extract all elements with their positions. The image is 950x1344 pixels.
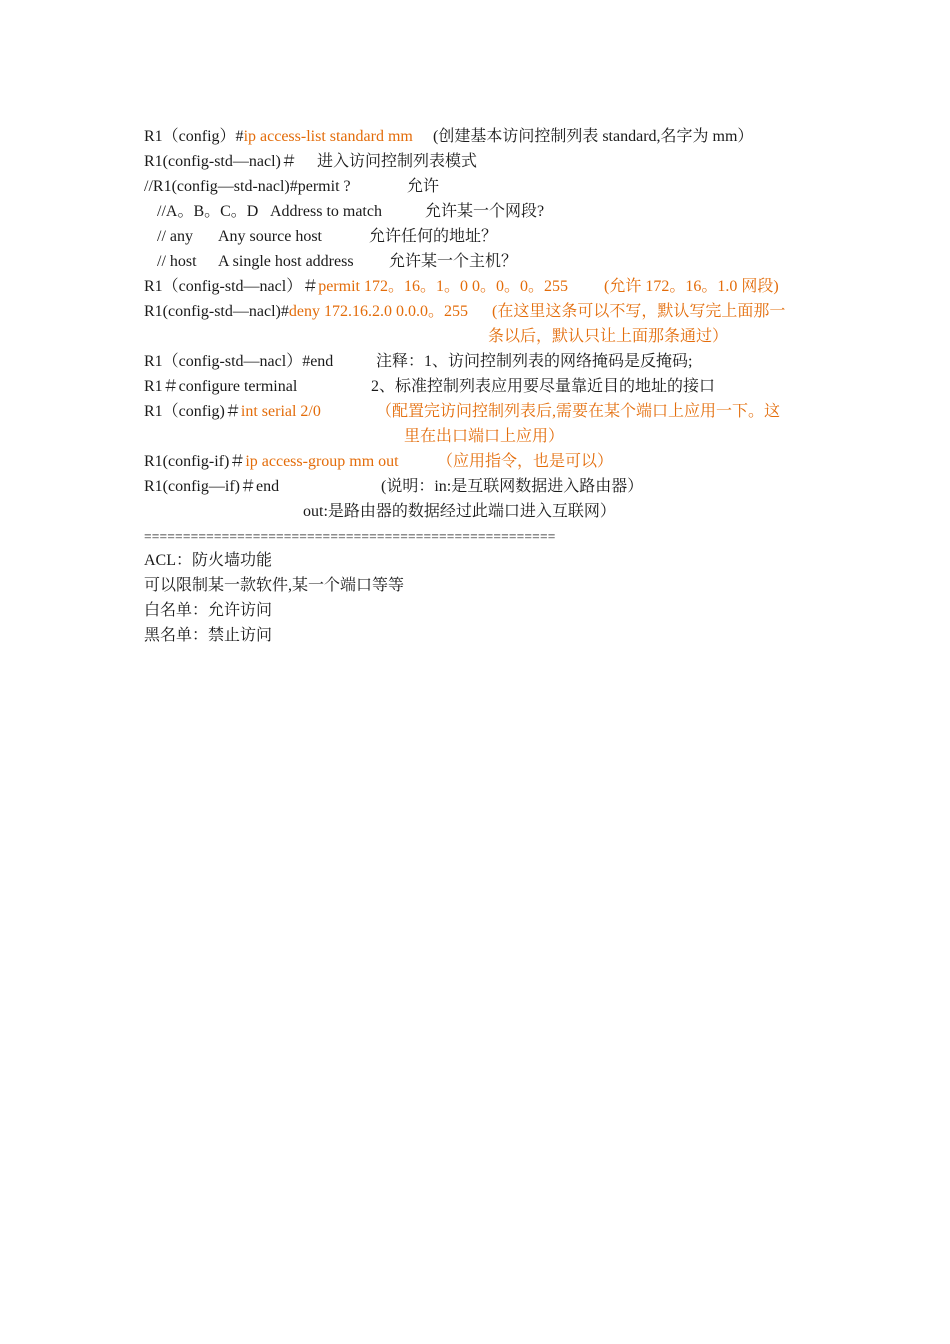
command-text: ip access-list standard mm bbox=[243, 128, 413, 145]
line-access-group-note bbox=[437, 452, 613, 472]
option-desc: Address to match bbox=[270, 203, 382, 220]
line-create-acl bbox=[144, 127, 413, 147]
line-deny-network-note bbox=[492, 302, 785, 322]
note-text: 进入访问控制列表模式 bbox=[317, 153, 478, 170]
prompt-text: R1(config—if)＃end bbox=[144, 478, 280, 495]
line-deny-network-note-cont bbox=[488, 327, 728, 347]
note-text: 允许任何的地址？ bbox=[369, 228, 498, 245]
option-text: // any bbox=[157, 228, 193, 245]
prompt-text: R1(config-std—nacl)# bbox=[144, 303, 289, 320]
line-configure-terminal bbox=[144, 377, 297, 397]
prompt-text: //R1(config—std-nacl)#permit ? bbox=[144, 178, 351, 195]
prompt-text: R1（config）# bbox=[144, 128, 244, 145]
body-text: 可以限制某一款软件,某一个端口等等 bbox=[144, 577, 405, 594]
separator-line bbox=[144, 527, 555, 547]
note-text: 里在出口端口上应用） bbox=[404, 428, 565, 445]
line-configure-terminal-note bbox=[371, 377, 715, 397]
note-text: (允许 172。16。1.0 网段) bbox=[604, 278, 779, 295]
line-option-host bbox=[157, 252, 197, 272]
prompt-text: R1(config-std—nacl)＃ bbox=[144, 153, 297, 170]
body-text: 白名单：允许访问 bbox=[144, 602, 273, 619]
line-option-host-note bbox=[389, 252, 517, 272]
line-limit-software bbox=[144, 576, 404, 596]
note-text: 允许某一个主机？ bbox=[389, 253, 518, 270]
note-text: （配置完访问控制列表后,需要在某个端口上应用一下。这 bbox=[376, 403, 781, 420]
line-enter-mode-note bbox=[317, 152, 477, 172]
option-text: // host bbox=[157, 253, 197, 270]
note-text: (在这里这条可以不写，默认写完上面那一 bbox=[492, 303, 786, 320]
prompt-text: R1＃configure terminal bbox=[144, 378, 298, 395]
line-int-serial bbox=[144, 402, 321, 422]
separator-text: ===================================================== bbox=[144, 529, 556, 544]
note-text: （应用指令，也是可以） bbox=[437, 453, 614, 470]
line-option-host-desc bbox=[218, 252, 354, 272]
note-text: (创建基本访问控制列表 standard,名字为 mm） bbox=[433, 128, 754, 145]
line-end-acl bbox=[144, 352, 333, 372]
option-desc: Any source host bbox=[218, 228, 322, 245]
prompt-text: R1（config-std—nacl）#end bbox=[144, 353, 334, 370]
prompt-text: R1（config)＃ bbox=[144, 403, 241, 420]
line-end-if-note-cont bbox=[303, 502, 616, 522]
line-access-group bbox=[144, 452, 399, 472]
line-option-abcd bbox=[157, 202, 258, 222]
prompt-text: R1（config-std—nacl）＃ bbox=[144, 278, 319, 295]
line-option-abcd-desc bbox=[270, 202, 382, 222]
command-text: ip access-group mm out bbox=[245, 453, 399, 470]
line-enter-mode bbox=[144, 152, 297, 172]
line-deny-network bbox=[144, 302, 468, 322]
line-permit-network bbox=[144, 277, 568, 297]
line-whitelist bbox=[144, 601, 272, 621]
line-option-any bbox=[157, 227, 193, 247]
line-permit-network-note bbox=[604, 277, 779, 297]
line-option-any-note bbox=[369, 227, 497, 247]
note-text: 条以后，默认只让上面那条通过） bbox=[488, 328, 729, 345]
line-option-any-desc bbox=[218, 227, 322, 247]
line-permit-help-note bbox=[407, 177, 439, 197]
note-text: 允许 bbox=[407, 178, 440, 195]
line-int-serial-note-cont bbox=[404, 427, 564, 447]
note-text: 允许某一个网段? bbox=[425, 203, 545, 220]
line-create-acl-note bbox=[433, 127, 753, 147]
line-blacklist bbox=[144, 626, 272, 646]
body-text: ACL：防火墙功能 bbox=[144, 552, 273, 569]
command-text: int serial 2/0 bbox=[240, 403, 321, 420]
option-desc: A single host address bbox=[218, 253, 354, 270]
prompt-text: R1(config-if)＃ bbox=[144, 453, 246, 470]
line-end-if bbox=[144, 477, 279, 497]
line-permit-help bbox=[144, 177, 351, 197]
line-end-acl-note bbox=[376, 352, 692, 372]
note-text: 注释：1、访问控制列表的网络掩码是反掩码; bbox=[376, 353, 693, 370]
line-int-serial-note bbox=[376, 402, 780, 422]
line-option-abcd-note bbox=[425, 202, 544, 222]
line-end-if-note bbox=[381, 477, 643, 497]
command-text: deny 172.16.2.0 0.0.0。255 bbox=[288, 303, 468, 320]
note-text: (说明：in:是互联网数据进入路由器） bbox=[381, 478, 644, 495]
note-text: 2、标准控制列表应用要尽量靠近目的地址的接口 bbox=[371, 378, 716, 395]
command-text: permit 172。16。1。0 0。0。0。255 bbox=[318, 278, 568, 295]
note-text: out:是路由器的数据经过此端口进入互联网） bbox=[303, 503, 616, 520]
line-acl-firewall bbox=[144, 551, 272, 571]
option-text: //A。B。C。D bbox=[157, 203, 259, 220]
body-text: 黑名单：禁止访问 bbox=[144, 627, 273, 644]
